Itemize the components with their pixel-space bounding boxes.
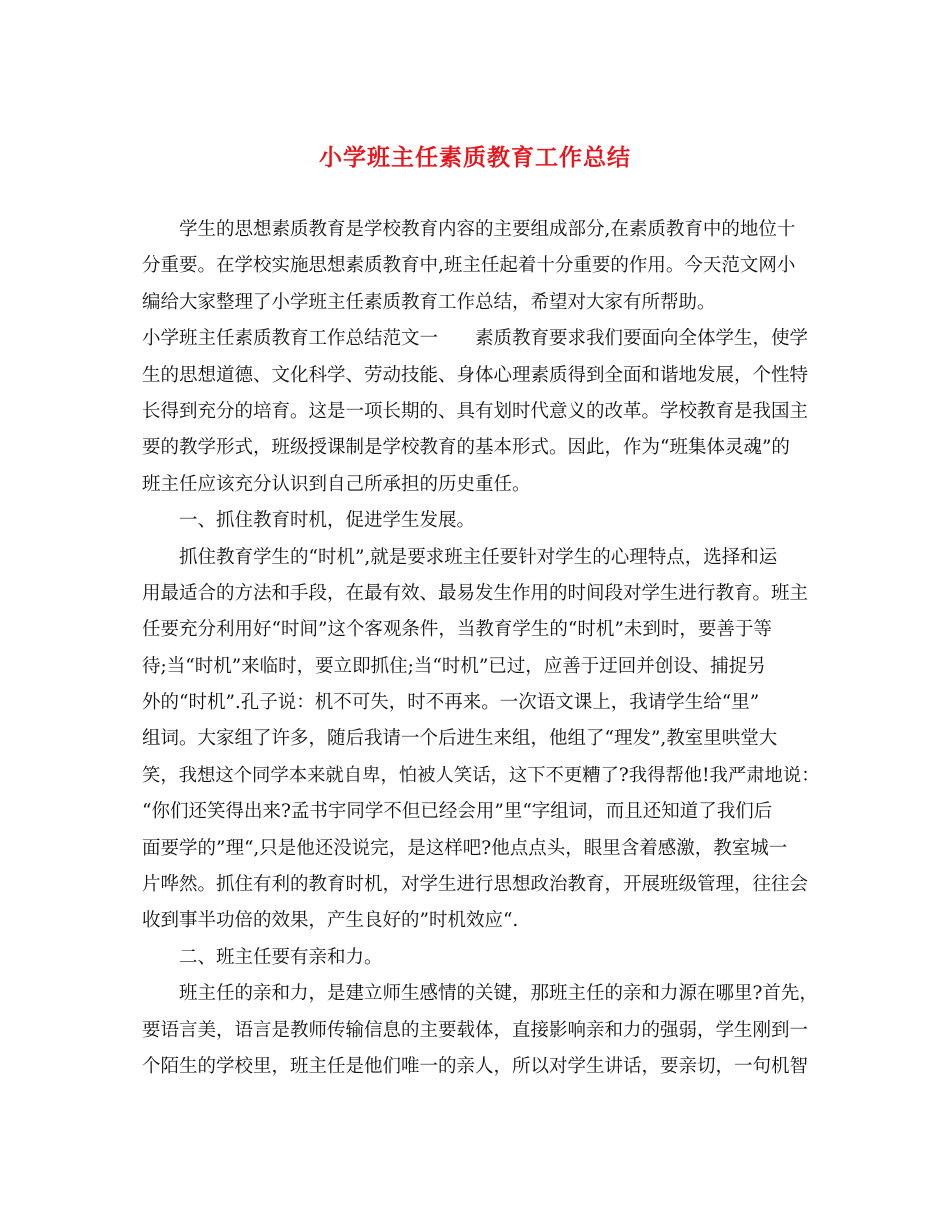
text-line: 用最适合的方法和手段，在最有效、最易发生作用的时间段对学生进行教育。班主 — [142, 582, 809, 604]
text-line: 笑，我想这个同学本来就自卑，怕被人笑话，这下不更糟了?我得帮他!我严肃地说： — [142, 764, 820, 786]
text-line: 学生的思想素质教育是学校教育内容的主要组成部分,在素质教育中的地位十 — [179, 219, 796, 240]
text-line: 一、抓住教育时机，促进学生发展。 — [179, 510, 476, 532]
text-line: 生的思想道德、文化科学、劳动技能、身体心理素质得到全面和谐地发展，个性特 — [142, 364, 809, 386]
text-line: “你们还笑得出来?孟书宇同学不但已经会用”里“字组词，而且还知道了我们后 — [142, 801, 773, 823]
text-line: 待;当“时机”来临时，要立即抓住;当“时机”已过，应善于迂回并创设、捕捉另 — [142, 655, 766, 677]
text-line: 要语言美，语言是教师传输信息的主要载体，直接影响亲和力的强弱，学生刚到一 — [142, 1019, 809, 1041]
document-title: 小学班主任素质教育工作总结 — [319, 145, 631, 171]
document-body — [142, 212, 818, 1085]
text-line: 抓住教育学生的“时机”,就是要求班主任要针对学生的心理特点，选择和运 — [179, 546, 778, 568]
text-line: 小学班主任素质教育工作总结范文一 素质教育要求我们要面向全体学生，使学 — [142, 328, 809, 350]
text-line: 收到事半功倍的效果，产生良好的”时机效应“. — [142, 910, 519, 932]
text-line: 片哗然。抓住有利的教育时机，对学生进行思想政治教育，开展班级管理，往往会 — [142, 874, 809, 896]
text-line: 组词。大家组了许多，随后我请一个后进生来组，他组了“理发”,教室里哄堂大 — [142, 728, 778, 750]
text-line: 班主任应该充分认识到自己所承担的历史重任。 — [142, 473, 531, 495]
text-line: 编给大家整理了小学班主任素质教育工作总结，希望对大家有所帮助。 — [142, 291, 716, 313]
text-line: 分重要。在学校实施思想素质教育中,班主任起着十分重要的作用。今天范文网小 — [142, 255, 796, 277]
text-line: 任要充分利用好“时间”这个客观条件，当教育学生的“时机”未到时，要善于等 — [142, 619, 772, 641]
text-line: 要的教学形式，班级授课制是学校教育的基本形式。因此，作为“班集体灵魂”的 — [142, 437, 790, 459]
text-line: 个陌生的学校里，班主任是他们唯一的亲人，所以对学生讲话，要亲切，一句机智 — [142, 1055, 809, 1077]
text-line: 长得到充分的培育。这是一项长期的、具有划时代意义的改革。学校教育是我国主 — [142, 400, 809, 422]
text-line: 面要学的”理“,只是他还没说完，是这样吧?他点点头，眼里含着感激，教室城一 — [142, 837, 788, 859]
text-line: 外的“时机”.孔子说：机不可失，时不再来。一次语文课上，我请学生给“里” — [142, 692, 760, 714]
text-line: 二、班主任要有亲和力。 — [179, 946, 383, 968]
text-line: 班主任的亲和力，是建立师生感情的关键，那班主任的亲和力源在哪里?首先， — [179, 983, 818, 1005]
